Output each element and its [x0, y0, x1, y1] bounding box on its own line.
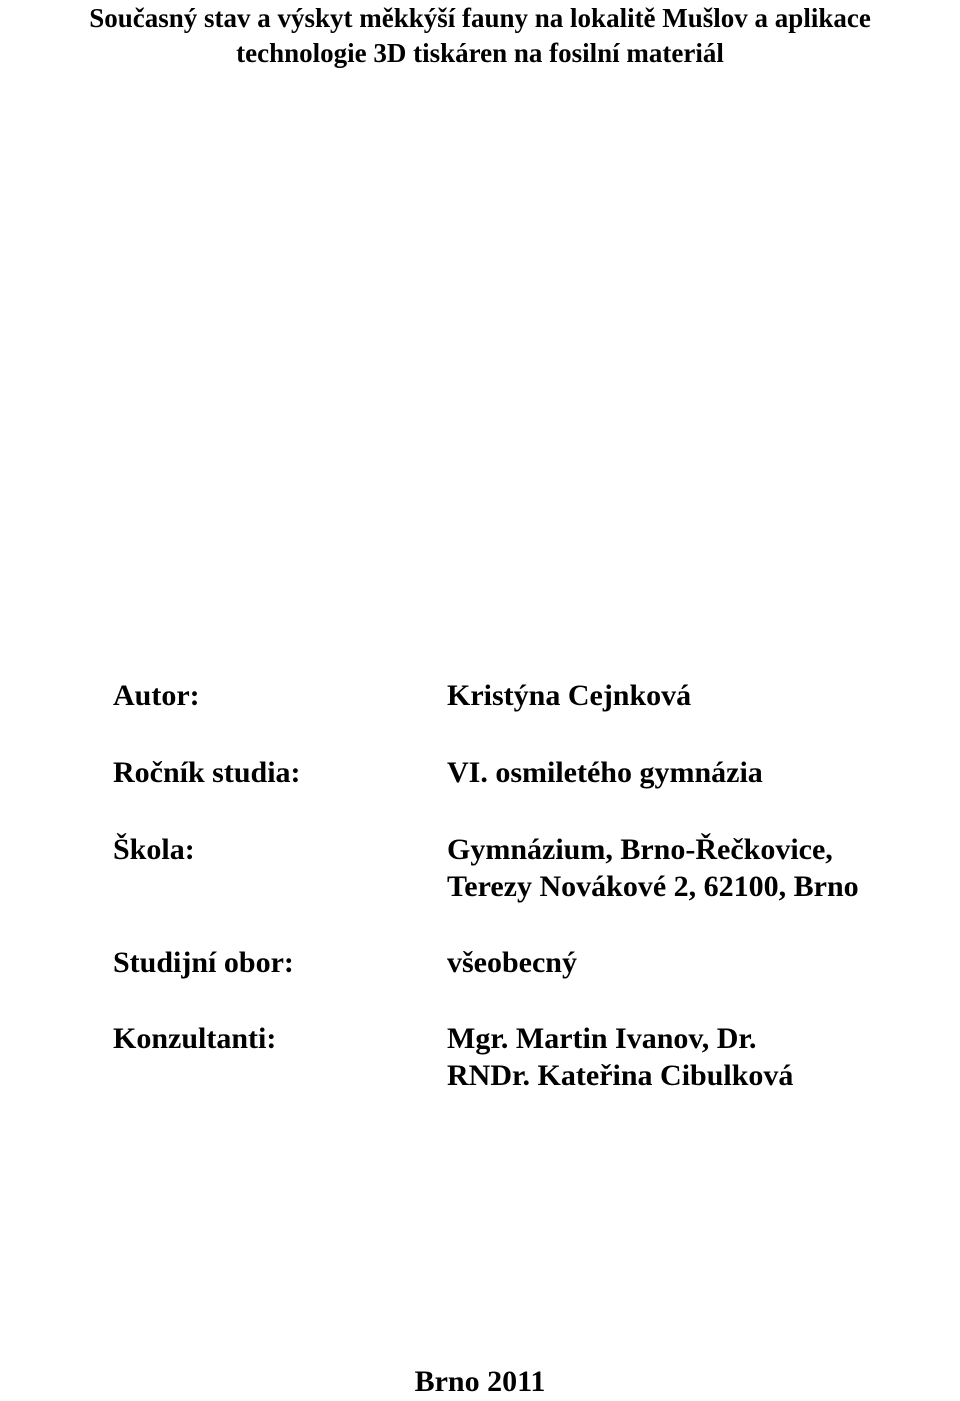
school-value-line-2: Terezy Novákové 2, 62100, Brno: [447, 870, 859, 903]
field-value: všeobecný: [447, 946, 577, 979]
author-label: Autor:: [113, 679, 200, 712]
consultants-value-line-1: Mgr. Martin Ivanov, Dr.: [447, 1022, 757, 1055]
document-title-line-1: Současný stav a výskyt měkkýší fauny na lokalitě Mušlov a aplikace: [89, 3, 871, 33]
consultants-label: Konzultanti:: [113, 1022, 277, 1055]
school-value-line-1: Gymnázium, Brno-Řečkovice,: [447, 833, 833, 866]
place-and-year: Brno 2011: [414, 1365, 546, 1398]
consultants-value-line-2: RNDr. Kateřina Cibulková: [447, 1059, 794, 1092]
year-value: VI. osmiletého gymnázia: [447, 756, 763, 789]
year-label: Ročník studia:: [113, 756, 301, 789]
school-label: Škola:: [113, 833, 195, 866]
author-value: Kristýna Cejnková: [447, 679, 692, 712]
document-title-line-2: technologie 3D tiskáren na fosilní materiál: [236, 38, 724, 68]
field-label: Studijní obor:: [113, 946, 294, 979]
